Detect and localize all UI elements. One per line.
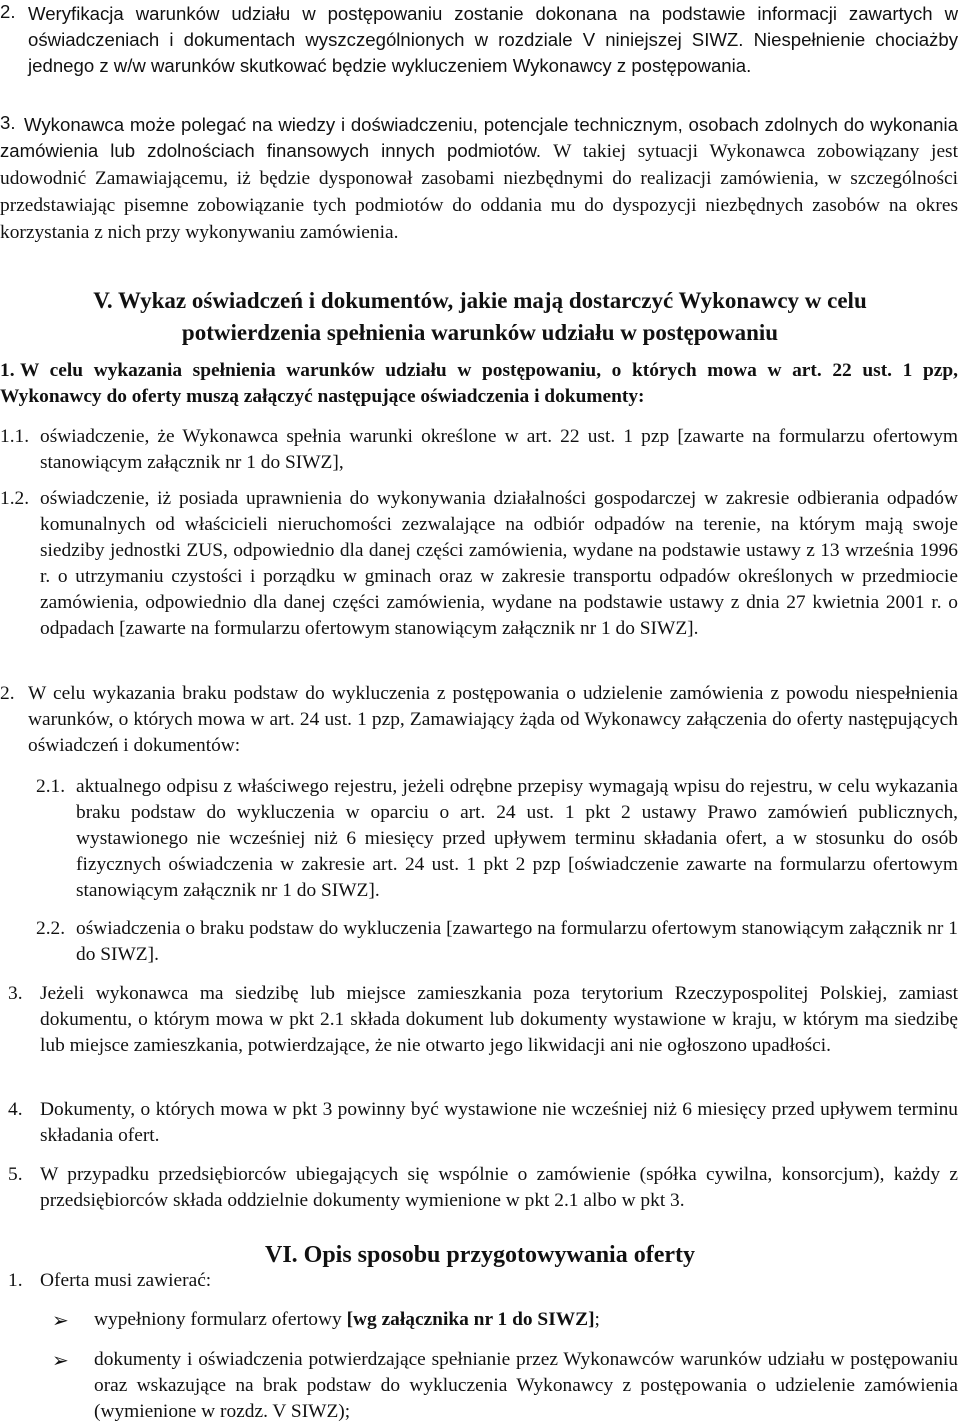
paragraph-text: W przypadku przedsiębiorców ubiegających się wspólnie o zamówienie (spółka cywilna, konsorcjum), każdy z przedsiębiorców składa oddzielnie dokumenty wymienione w pkt 2.1 albo w pkt 3. <box>40 1164 958 1211</box>
bullet-text: dokumenty i oświadczenia potwierdzające spełnianie przez Wykonawców warunków udziału w postępowaniu oraz wskazujące na brak podstaw do wykluczenia Wykonawcy z postępowania o udzielenie zamówienia (wymienione w rozdz. V SIWZ); <box>94 1349 958 1422</box>
paragraph-text: aktualnego odpisu z właściwego rejestru, jeżeli odrębne przepisy wymagają wpisu do rejestru, w celu wykazania braku podstaw do wykluczenia w oparciu o art. 24 ust. 1 pkt 2 ustawy Prawo zamówień publicznych, wystawionego nie wcześniej niż 6 miesięcy przed upływem terminu składania ofert, a w stosunku do osób fizycznych oświadczenia w zakresie art. 24 ust. 1 pkt 2 pzp [oświadczenie zawarte na formularzu ofertowym stanowiącym załącznik nr 1 do SIWZ]. <box>76 776 958 901</box>
section-v-title-line-1: V. Wykaz oświadczeń i dokumentów, jakie mają dostarczyć Wykonawcy w celu <box>93 288 867 313</box>
paragraph-text-part-2: W takiej sytuacji Wykonawca zobowiązany jest udowodnić Zamawiającemu, iż będzie dysponował zasobami niezbędnymi do realizacji zamówienia, w szczególności przedstawiając pisemne zobowiązanie tych podmiotów do oddania mu do dyspozycji niezbędnych zasobów na okres korzystania z nich przy wykonywaniu zamówienia. <box>0 141 958 243</box>
paragraph-number: 3. <box>8 983 23 1004</box>
section-v-title-line-2: potwierdzenia spełnienia warunków udziału w postępowaniu <box>181 320 779 345</box>
paragraph-text: oświadczenia o braku podstaw do wykluczenia [zawartego na formularzu ofertowym stanowiącym załącznik nr 1 do SIWZ]. <box>76 918 958 965</box>
paragraph-number: 2.2. <box>36 918 66 939</box>
paragraph-number: 1. <box>8 1270 23 1291</box>
paragraph-number: 3. <box>0 112 16 133</box>
paragraph-text: Jeżeli wykonawca ma siedzibę lub miejsce zamieszkania poza terytorium Rzeczypospolitej Polskiej, zamiast dokumentu, o którym mowa w pkt 2.1 składa dokument lub dokumenty wystawione w kraju, w którym ma siedzibę lub miejsce zamieszkania, potwierdzające, że nie otwarto jego likwidacji ani nie ogłoszono upadłości. <box>40 983 958 1056</box>
paragraph-text: oświadczenie, że Wykonawca spełnia warunki określone w art. 22 ust. 1 pzp [zawarte na formularzu ofertowym stanowiącym załącznik nr 1 do SIWZ], <box>40 426 958 473</box>
paragraph-text: oświadczenie, iż posiada uprawnienia do wykonywania działalności gospodarczej w zakresie odbierania odpadów komunalnych od właścicieli nieruchomości zezwalające na odbiór odpadów na terenie, na którym mają swoje siedziby jednostki ZUS, odpowiednio dla danej części zamówienia, wydane na podstawie ustawy z 13 września 1996 r. o utrzymaniu czystości i porządku w gminach oraz w zakresie transportu odpadów określonych w przedmiocie zamówienia, odpowiednio dla danej części zamówienia, wydane na podstawie ustawy z dnia 27 kwietnia 2001 r. o odpadach [zawarte na formularzu ofertowym stanowiącym załącznik nr 1 do SIWZ]. <box>40 488 958 639</box>
arrow-bullet-icon: ➢ <box>52 1348 69 1372</box>
paragraph-number: 1.1. <box>0 426 30 447</box>
paragraph-number: 1.2. <box>0 488 30 509</box>
paragraph-text: W celu wykazania spełnienia warunków udziału w postępowaniu, o których mowa w art. 22 ust. 1 pzp, Wykonawcy do oferty muszą załączyć następujące oświadczenia i dokumenty: <box>0 360 958 407</box>
bullet-text-end: ; <box>594 1309 600 1330</box>
paragraph-number: 2. <box>0 683 15 704</box>
paragraph-number: 2. <box>0 1 16 22</box>
paragraph-text: Oferta musi zawierać: <box>40 1270 212 1291</box>
paragraph-text: Dokumenty, o których mowa w pkt 3 powinny być wystawione nie wcześniej niż 6 miesięcy przed upływem terminu składania ofert. <box>40 1099 958 1146</box>
paragraph-number: 2.1. <box>36 776 66 797</box>
arrow-bullet-icon: ➢ <box>52 1308 69 1332</box>
paragraph-text-part-1: Wykonawca może polegać na wiedzy i doświadczeniu, potencjale technicznym, osobach zdolnych do wykonania zamówienia lub zdolnościach finansowych innych podmiotów. <box>0 114 958 161</box>
paragraph-text: W celu wykazania braku podstaw do wykluczenia z postępowania o udzielenie zamówienia z powodu niespełnienia warunków, o których mowa w art. 24 ust. 1 pzp, Zamawiający żąda od Wykonawcy załączenia do oferty następujących oświadczeń i dokumentów: <box>28 683 958 756</box>
paragraph-number: 1. <box>0 360 15 381</box>
paragraph-text <box>0 112 958 246</box>
bullet-text <box>94 1307 958 1333</box>
paragraph-number: 5. <box>8 1164 23 1185</box>
bullet-text-bold: [wg załącznika nr 1 do SIWZ] <box>346 1309 595 1330</box>
bullet-text-regular: wypełniony formularz ofertowy <box>94 1309 342 1330</box>
section-vi-title: VI. Opis sposobu przygotowywania oferty <box>264 1242 696 1268</box>
paragraph-text: Weryfikacja warunków udziału w postępowaniu zostanie dokonana na podstawie informacji zawartych w oświadczeniach i dokumentach wyszczególnionych w rozdziale V niniejszej SIWZ. Niespełnienie chociażby jednego z w/w warunków skutkować będzie wykluczeniem Wykonawcy z postępowania. <box>28 3 958 76</box>
paragraph-number: 4. <box>8 1099 23 1120</box>
